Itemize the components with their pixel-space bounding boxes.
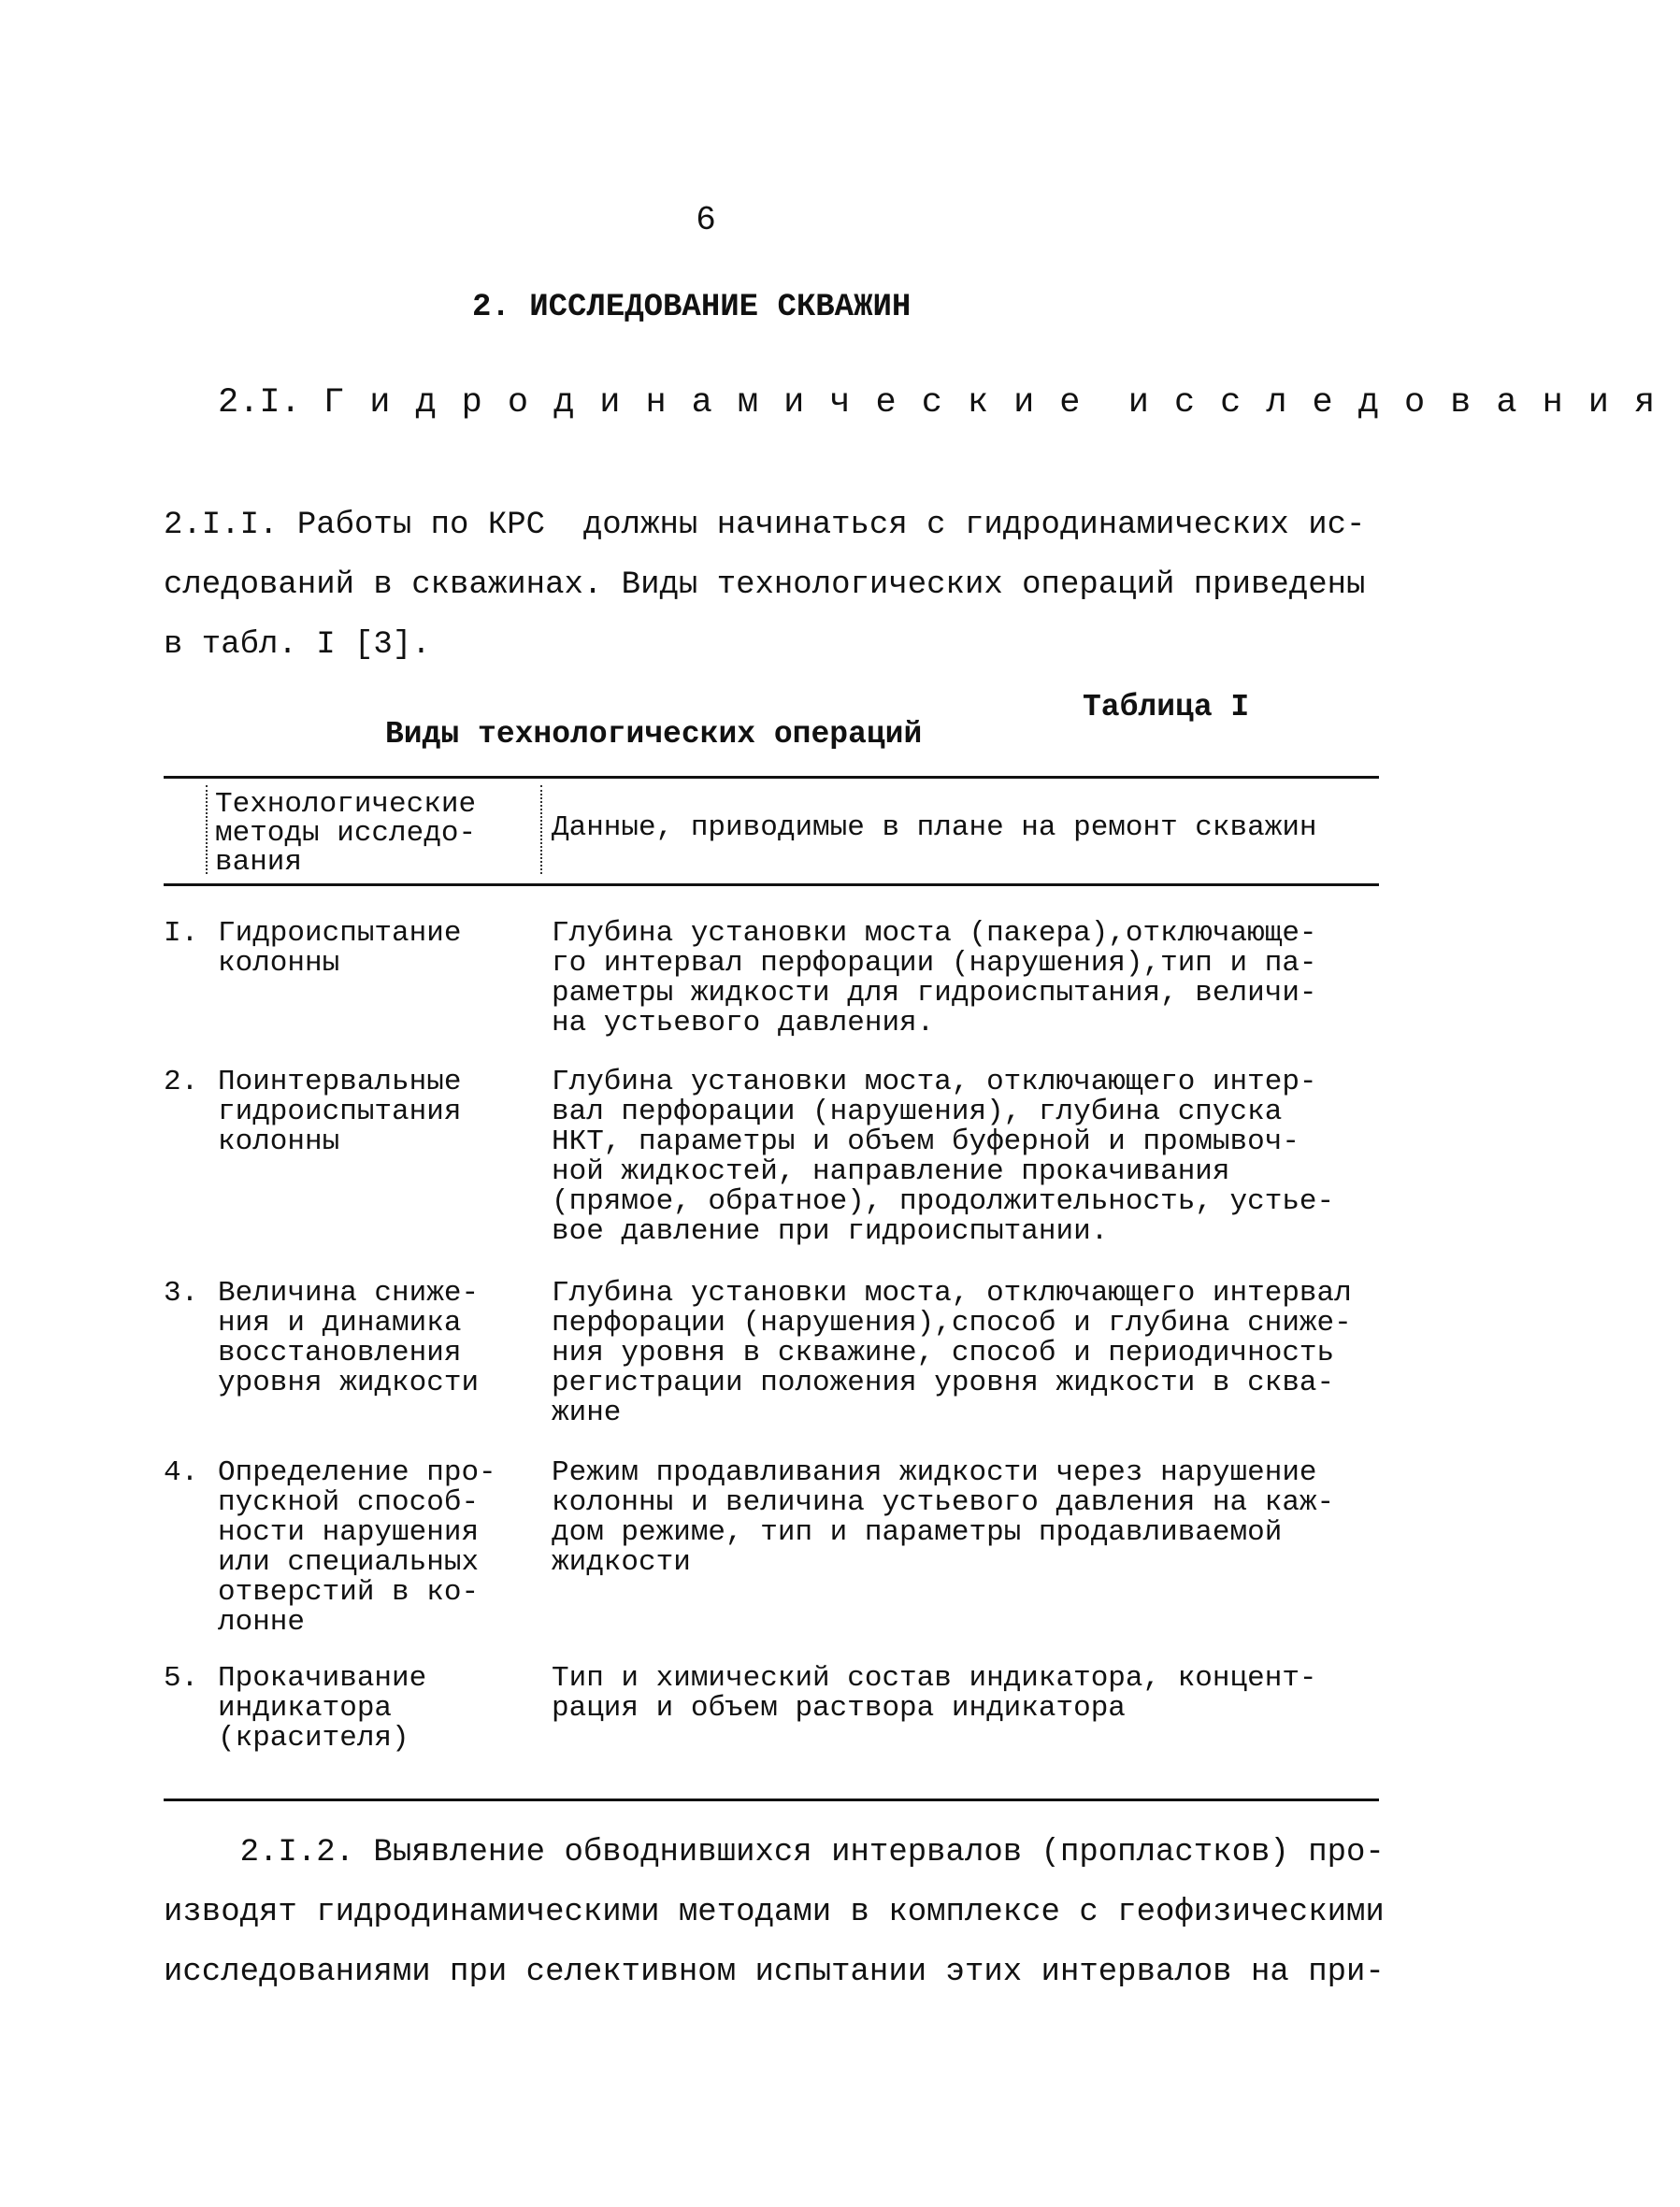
subsection-title (218, 383, 1680, 423)
table-header-left-divider (206, 785, 208, 874)
row-index: 2. (164, 1066, 199, 1098)
paragraph-2-1-1: 2.I.I. Работы по КРС должны начинаться с гидродинамических ис- следований в скважинах. Виды технологических операций приведены в табл. I [3]. (164, 508, 1366, 663)
table-header-methods: Технологические методы исследо- вания (215, 788, 477, 879)
row-data: Тип и химический состав индикатора, концент- рация и объем раствора индикатора (552, 1662, 1317, 1725)
row-index: 4. (164, 1456, 199, 1489)
subsection-number: 2.I. (218, 383, 301, 423)
row-method: Поинтервальные гидроиспытания колонны (218, 1066, 462, 1158)
row-data: Глубина установки моста, отключающего интер- вал перфорации (нарушения), глубина спуска НКТ, параметры и объем буферной и промывоч- ной жидкостей, направление прокачивания (прямое, обратное), продолжительность, устье- вое давление при гидроиспытании. (552, 1066, 1335, 1248)
table-number: Таблица I (1083, 690, 1250, 724)
paragraph-2-1-2: 2.I.2. Выявление обводнившихся интервалов (пропластков) про- изводят гидродинамическими методами в комплексе с геофизическими исследованиями при селективном испытании этих интервалов на при- (164, 1835, 1385, 1990)
table-bottom-rule (164, 1799, 1379, 1801)
row-index: 3. (164, 1277, 199, 1310)
row-method: Определение про- пускной способ- ности нарушения или специальных отверстий в ко- лонне (218, 1456, 496, 1639)
subsection-title-part1: Гидродинамические (323, 383, 1106, 423)
row-index: 5. (164, 1662, 199, 1695)
section-title: 2. ИССЛЕДОВАНИЕ СКВАЖИН (472, 290, 912, 325)
table-header-middle-divider (540, 785, 542, 874)
row-index: I. (164, 917, 199, 950)
table-top-rule (164, 776, 1379, 779)
table-header-rule (164, 883, 1379, 886)
row-method: Прокачивание индикатора (красителя) (218, 1662, 427, 1755)
table-header-data: Данные, приводимые в плане на ремонт скважин (552, 811, 1317, 844)
row-method: Величина сниже- ния и динамика восстановления уровня жидкости (218, 1277, 480, 1399)
row-data: Глубина установки моста, отключающего интервал перфорации (нарушения),способ и глубина сниже- ния уровня в скважине, способ и периодичность регистрации положения уровня жидкости в сква- жине (552, 1277, 1352, 1429)
table-caption: Виды технологических операций (385, 717, 923, 752)
row-method: Гидроиспытание колонны (218, 917, 462, 980)
page-number: 6 (696, 201, 716, 239)
row-data: Глубина установки моста (пакера),отключающе- го интервал перфорации (нарушения),тип и па- раметры жидкости для гидроиспытания, величи- на устьевого давления. (552, 917, 1317, 1039)
row-data: Режим продавливания жидкости через нарушение колонны и величина устьевого давления на каж- дом режиме, тип и параметры продавливаемой жидкости (552, 1456, 1335, 1579)
subsection-title-part2: исследования (1127, 383, 1680, 423)
